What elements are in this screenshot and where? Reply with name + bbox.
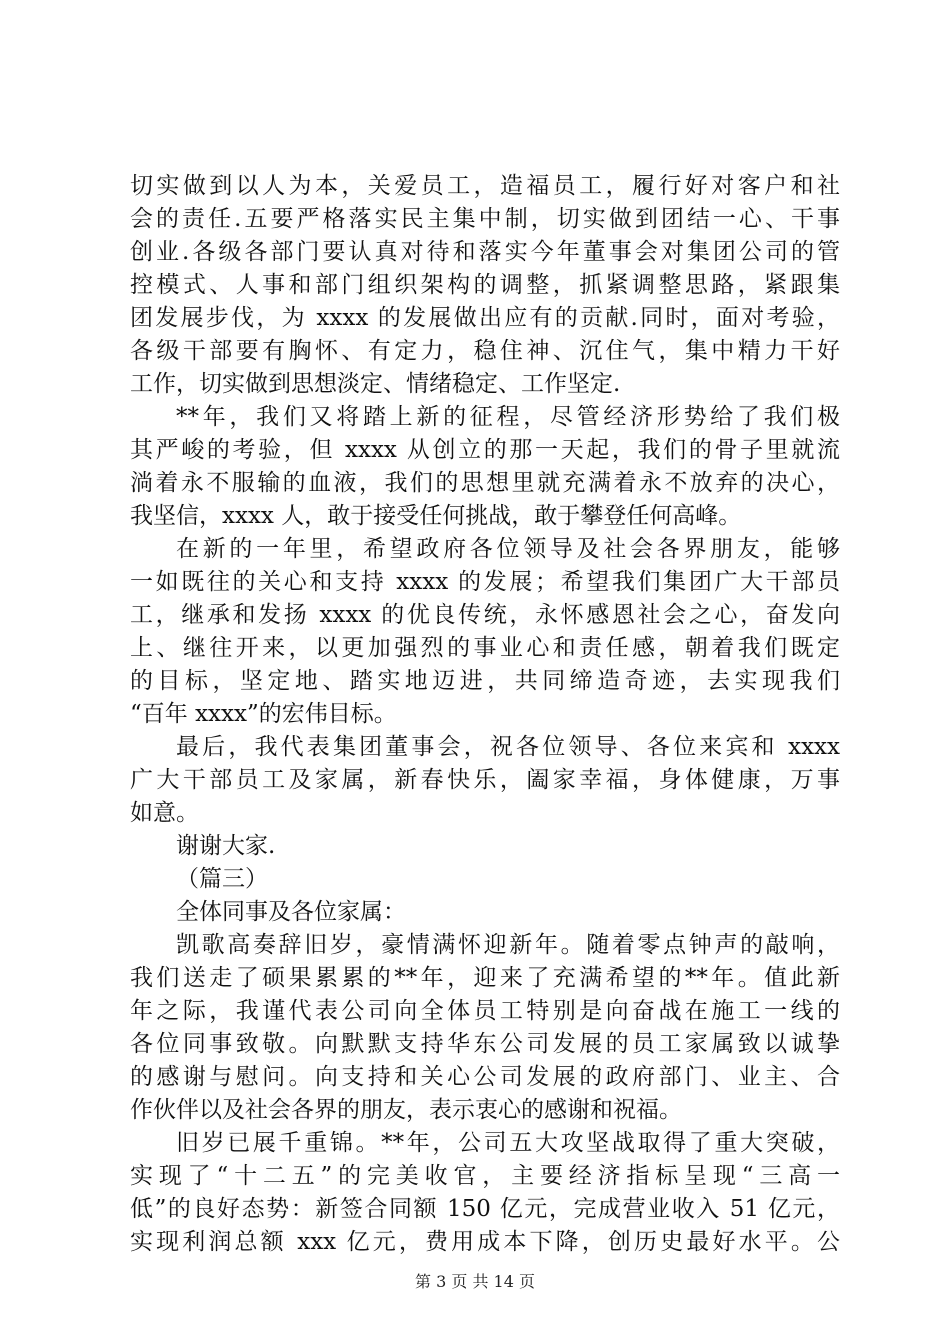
text-line: 创业.各级各部门要认真对待和落实今年董事会对集团公司的管 [130, 239, 840, 265]
text-line: 会的责任.五要严格落实民主集中制，切实做到团结一心、干事 [130, 206, 840, 232]
text-line: 最后，我代表集团董事会，祝各位领导、各位来宾和 xxxx [176, 734, 840, 760]
text-line: （篇三） [176, 866, 268, 892]
text-line: 谢谢大家. [176, 833, 276, 859]
text-line: **年，我们又将踏上新的征程，尽管经济形势给了我们极 [176, 404, 840, 430]
text-line: 年之际，我谨代表公司向全体员工特别是向奋战在施工一线的 [130, 998, 840, 1024]
text-line: 的目标，坚定地、踏实地迈进，共同缔造奇迹，去实现我们 [130, 668, 840, 694]
text-line: 各位同事致敬。向默默支持华东公司发展的员工家属致以诚挚 [130, 1031, 840, 1057]
text-line: 实现了“十二五”的完美收官，主要经济指标呈现“三高一 [130, 1163, 840, 1189]
document-body [130, 170, 840, 1259]
text-line: 的感谢与慰问。向支持和关心公司发展的政府部门、业主、合 [130, 1064, 840, 1090]
text-line: 作伙伴以及社会各界的朋友，表示衷心的感谢和祝福。 [130, 1097, 682, 1123]
text-line: 工，继承和发扬 xxxx 的优良传统，永怀感恩社会之心，奋发向 [130, 602, 840, 628]
text-line: 低”的良好态势：新签合同额 150 亿元，完成营业收入 51 亿元， [130, 1196, 840, 1222]
text-line: 实现利润总额 xxx 亿元，费用成本下降，创历史最好水平。公 [130, 1229, 840, 1255]
text-line: 一如既往的关心和支持 xxxx 的发展；希望我们集团广大干部员 [130, 569, 840, 595]
text-line: 切实做到以人为本，关爱员工，造福员工，履行好对客户和社 [130, 173, 840, 199]
text-line: 我坚信，xxxx 人，敢于接受任何挑战，敢于攀登任何高峰。 [130, 503, 742, 529]
text-line: 全体同事及各位家属： [176, 899, 406, 925]
text-line: 工作，切实做到思想淡定、情绪稳定、工作坚定. [130, 371, 621, 397]
page-footer [0, 1272, 950, 1292]
text-line: 上、继往开来，以更加强烈的事业心和责任感，朝着我们既定 [130, 635, 840, 661]
text-line: 旧岁已展千重锦。**年，公司五大攻坚战取得了重大突破， [176, 1130, 840, 1156]
text-line: 控模式、人事和部门组织架构的调整，抓紧调整思路，紧跟集 [130, 272, 840, 298]
page-number-indicator: 第 3 页 共 14 页 [415, 1272, 535, 1291]
text-line: 淌着永不服输的血液，我们的思想里就充满着永不放弃的决心， [130, 470, 840, 496]
text-line: “百年 xxxx”的宏伟目标。 [130, 701, 397, 727]
text-line: 在新的一年里，希望政府各位领导及社会各界朋友，能够 [176, 536, 840, 562]
text-line: 团发展步伐，为 xxxx 的发展做出应有的贡献.同时，面对考验， [130, 305, 840, 331]
text-line: 其严峻的考验，但 xxxx 从创立的那一天起，我们的骨子里就流 [130, 437, 840, 463]
text-line: 广大干部员工及家属，新春快乐，阖家幸福，身体健康，万事 [130, 767, 840, 793]
text-line: 我们送走了硕果累累的**年，迎来了充满希望的**年。值此新 [130, 965, 840, 991]
text-line: 如意。 [130, 800, 199, 826]
text-line: 各级干部要有胸怀、有定力，稳住神、沉住气，集中精力干好 [130, 338, 840, 364]
text-line: 凯歌高奏辞旧岁，豪情满怀迎新年。随着零点钟声的敲响， [176, 932, 840, 958]
